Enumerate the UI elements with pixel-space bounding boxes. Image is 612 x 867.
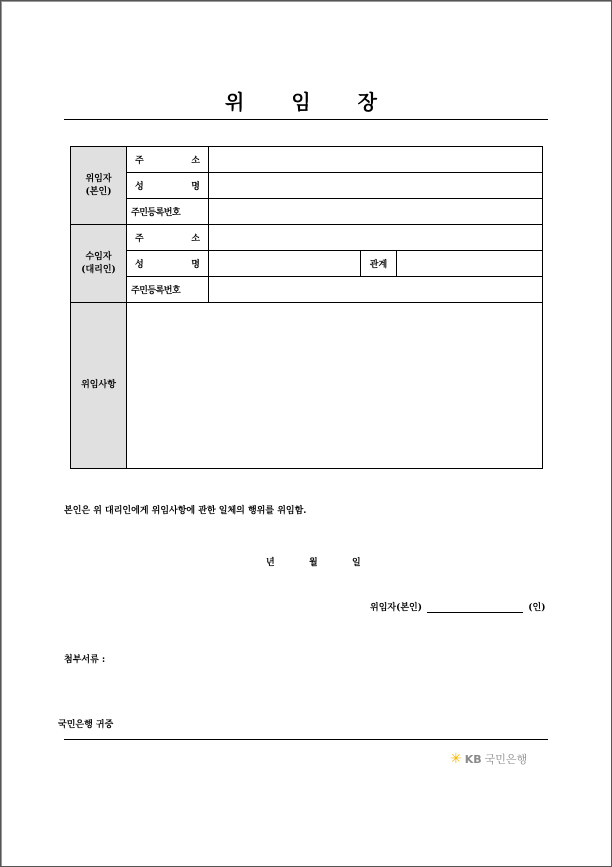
delegator-name-label: 성 명 [127, 173, 209, 199]
kb-star-icon: ✳ [450, 751, 462, 767]
delegator-section-label: 위임자 (본인) [71, 147, 127, 225]
delegation-items-field[interactable] [127, 303, 543, 469]
day-label: 일 [351, 558, 361, 568]
signature-field[interactable] [427, 611, 523, 613]
kb-mark: KB [464, 752, 482, 766]
delegate-id-label: 주민등록번호 [127, 277, 209, 303]
delegate-relation-field[interactable] [397, 251, 543, 277]
kb-bank-name: 국민은행 [484, 753, 528, 766]
signature-label: 위임자(본인) [370, 603, 422, 613]
delegate-name-field[interactable] [209, 251, 361, 277]
year-label: 년 [266, 558, 275, 568]
date-line [266, 555, 361, 568]
signature-line [370, 600, 546, 613]
delegator-address-field[interactable] [209, 147, 543, 173]
delegate-id-field[interactable] [209, 277, 543, 303]
delegation-form-table [70, 146, 543, 469]
delegate-section-label: 수임자 (대리인) [71, 225, 127, 303]
delegate-address-label: 주 소 [127, 225, 209, 251]
month-label: 월 [308, 558, 318, 568]
recipient-label: 국민은행 귀중 [58, 720, 114, 730]
document-title: 위 임 장 [225, 90, 397, 114]
delegator-id-label: 주민등록번호 [127, 199, 209, 225]
kb-logo [450, 751, 527, 767]
seal-label: (인) [528, 603, 546, 613]
delegator-id-field[interactable] [209, 199, 543, 225]
delegator-name-field[interactable] [209, 173, 543, 199]
delegation-items-label: 위임사항 [71, 303, 127, 469]
delegator-address-label: 주 소 [127, 147, 209, 173]
footer-rule [64, 739, 548, 740]
title-underline [64, 119, 548, 120]
delegate-address-field[interactable] [209, 225, 543, 251]
attachments-label: 첨부서류 : [64, 655, 106, 665]
delegate-relation-label: 관계 [361, 251, 397, 277]
delegate-name-label: 성 명 [127, 251, 209, 277]
delegation-statement: 본인은 위 대리인에게 위임사항에 관한 일체의 행위를 위임함. [64, 506, 307, 516]
